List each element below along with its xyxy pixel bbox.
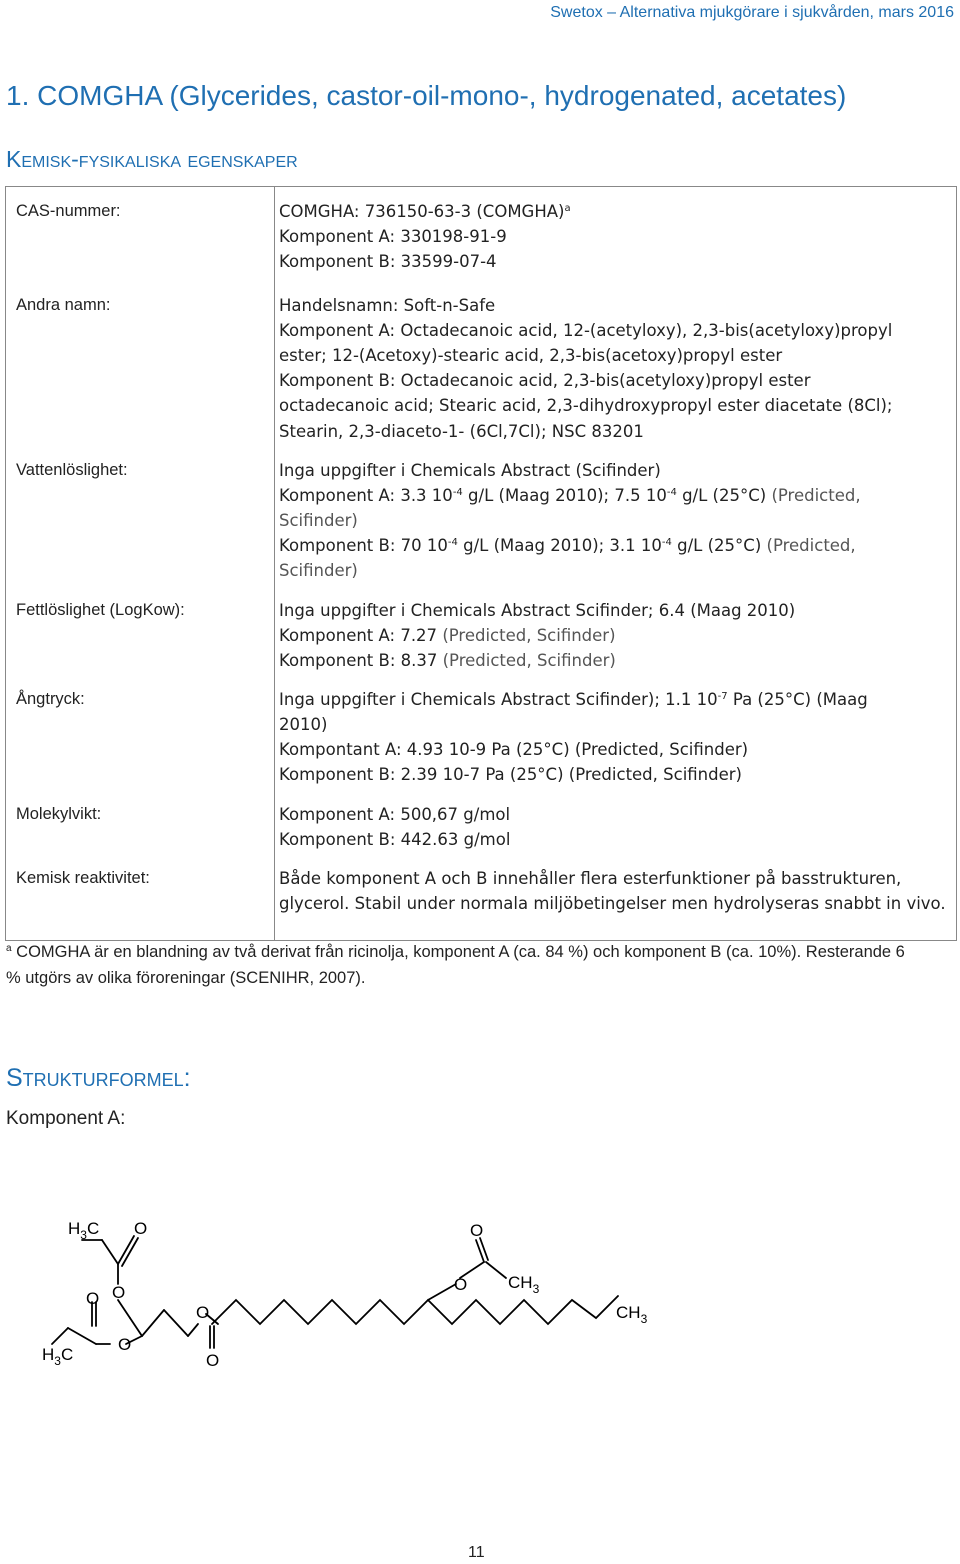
value-text: Komponent A: Octadecanoic acid, 12-(acetyloxy), 2,3-bis(acetyloxy)propyl <box>279 320 893 340</box>
value-line <box>279 648 946 673</box>
oxygen-label: O <box>118 1335 132 1354</box>
oxygen-label: O <box>112 1283 126 1302</box>
value-text: g/L (Maag 2010); 7.5 10 <box>462 485 667 505</box>
property-row <box>6 854 957 941</box>
value-text: COMGHA: 736150-63-3 (COMGHA) <box>279 202 565 221</box>
value-text: Inga uppgifter i Chemicals Abstract Scifinder); 1.1 10 <box>279 689 718 709</box>
value-line <box>279 249 946 274</box>
value-text: octadecanoic acid; Stearic acid, 2,3-dihydroxypropyl ester diacetate (8Cl); <box>279 396 893 416</box>
superscript: -4 <box>447 537 458 549</box>
value-text: g/L (Maag 2010); 3.1 10 <box>457 536 662 556</box>
value-text: Handelsnamn: Soft-n-Safe <box>279 295 496 315</box>
value-line <box>279 199 946 224</box>
value-text: (Predicted, Scifinder) <box>442 650 616 670</box>
value-text: Komponent B: Octadecanoic acid, 2,3-bis(acetyloxy)propyl ester <box>279 371 811 391</box>
methyl-label: $CH_3$ <box>508 1273 540 1296</box>
value-line <box>279 558 946 583</box>
property-value <box>275 281 957 446</box>
value-text: Både komponent A och B innehåller flera esterfunktioner på basstrukturen, glycerol. Stabil under normala miljöbetingelser men hydrolyseras snabbt in vivo. <box>279 868 946 913</box>
value-line <box>279 508 946 533</box>
property-value <box>275 586 957 675</box>
value-text: Kompontant A: 4.93 10-9 Pa (25°C) (Predicted, Scifinder) <box>279 739 749 759</box>
property-label: Molekylvikt: <box>6 790 275 854</box>
superscript: -4 <box>452 486 463 498</box>
value-text: Inga uppgifter i Chemicals Abstract Scifinder; 6.4 (Maag 2010) <box>279 600 796 620</box>
value-text: Komponent A: 3.3 10 <box>279 485 453 505</box>
value-text: (Predicted, Scifinder) <box>442 625 616 645</box>
value-line <box>279 293 946 318</box>
value-line <box>279 419 946 444</box>
value-line <box>279 762 946 787</box>
structure-subheading: Komponent A: <box>6 1108 126 1129</box>
value-text: ester; 12-(Acetoxy)-stearic acid, 2,3-bis(acetoxy)propyl ester <box>279 345 783 365</box>
value-text: Komponent B: 442.63 g/mol <box>279 829 511 849</box>
oxygen-label: O <box>196 1303 210 1322</box>
property-row <box>6 675 957 790</box>
value-text: g/L (25°C) <box>676 485 772 505</box>
property-label: Ångtryck: <box>6 675 275 790</box>
value-text: Komponent B: 33599-07-4 <box>279 252 497 272</box>
structural-formula <box>30 1200 650 1380</box>
value-text: Komponent A: 330198-91-9 <box>279 227 507 247</box>
methyl-label: $H_3C$ <box>68 1219 100 1242</box>
property-row <box>6 586 957 675</box>
footnote <box>6 940 916 991</box>
property-label: Kemisk reaktivitet: <box>6 854 275 941</box>
property-label: Vattenlöslighet: <box>6 446 275 586</box>
footnote-marker: a <box>6 943 12 954</box>
value-line <box>279 737 946 762</box>
value-text: Komponent B: 70 10 <box>279 536 448 556</box>
property-row <box>6 446 957 586</box>
methyl-label: $H_3C$ <box>42 1345 74 1368</box>
value-line <box>279 458 946 483</box>
value-text: (Predicted, <box>771 485 861 505</box>
oxygen-label: O <box>206 1351 220 1370</box>
property-value <box>275 675 957 790</box>
oxygen-label: O <box>454 1275 468 1294</box>
oxygen-label: O <box>86 1289 100 1308</box>
value-line <box>279 368 946 393</box>
superscript: a <box>564 203 571 214</box>
value-text: Scifinder) <box>279 561 358 581</box>
structure-heading: Strukturformel: <box>6 1064 191 1092</box>
value-line <box>279 623 946 648</box>
value-text: Inga uppgifter i Chemicals Abstract (Scifinder) <box>279 460 661 480</box>
value-line <box>279 687 946 712</box>
value-line <box>279 712 946 737</box>
property-label: CAS-nummer: <box>6 187 275 281</box>
property-row <box>6 790 957 854</box>
value-text: Komponent A: 7.27 <box>279 625 443 645</box>
value-text: Komponent B: 8.37 <box>279 650 443 670</box>
value-text: (Predicted, <box>766 536 856 556</box>
footnote-text: COMGHA är en blandning av två derivat från ricinolja, komponent A (ca. 84 %) och komponent B (ca. 10%). Resterande 6 % utgörs av olika föroreningar (SCENIHR, 2007). <box>6 943 905 987</box>
property-label: Fettlöslighet (LogKow): <box>6 586 275 675</box>
superscript: -4 <box>666 486 677 498</box>
methyl-label: $CH_3$ <box>616 1303 648 1326</box>
value-text: Stearin, 2,3-diaceto-1- (6Cl,7Cl); NSC 83201 <box>279 421 644 441</box>
value-line <box>279 866 946 916</box>
value-line <box>279 393 946 418</box>
property-row <box>6 187 957 281</box>
value-line <box>279 598 946 623</box>
document-title: 1. COMGHA (Glycerides, castor-oil-mono-, hydrogenated, acetates) <box>6 80 847 111</box>
property-value <box>275 446 957 586</box>
value-line <box>279 224 946 249</box>
value-line <box>279 802 946 827</box>
value-text: Scifinder) <box>279 510 358 530</box>
value-text: Pa (25°C) (Maag <box>727 689 868 709</box>
value-text: Komponent B: 2.39 10-7 Pa (25°C) (Predicted, Scifinder) <box>279 765 742 785</box>
value-text: 2010) <box>279 714 328 734</box>
value-line <box>279 318 946 343</box>
value-line <box>279 483 946 508</box>
property-value <box>275 187 957 281</box>
properties-table <box>5 186 957 941</box>
property-value <box>275 790 957 854</box>
superscript: -4 <box>661 537 672 549</box>
oxygen-label: O <box>470 1221 484 1240</box>
value-text: g/L (25°C) <box>671 536 767 556</box>
properties-heading: Kemisk-fysikaliska egenskaper <box>6 146 298 172</box>
running-header: Swetox – Alternativa mjukgörare i sjukvården, mars 2016 <box>550 4 954 21</box>
page-number: 11 <box>468 1544 485 1561</box>
value-line <box>279 533 946 558</box>
value-line <box>279 343 946 368</box>
value-text: Komponent A: 500,67 g/mol <box>279 804 511 824</box>
property-value <box>275 854 957 941</box>
property-row <box>6 281 957 446</box>
oxygen-label: O <box>134 1219 148 1238</box>
superscript: -7 <box>717 690 728 702</box>
value-line <box>279 827 946 852</box>
property-label: Andra namn: <box>6 281 275 446</box>
